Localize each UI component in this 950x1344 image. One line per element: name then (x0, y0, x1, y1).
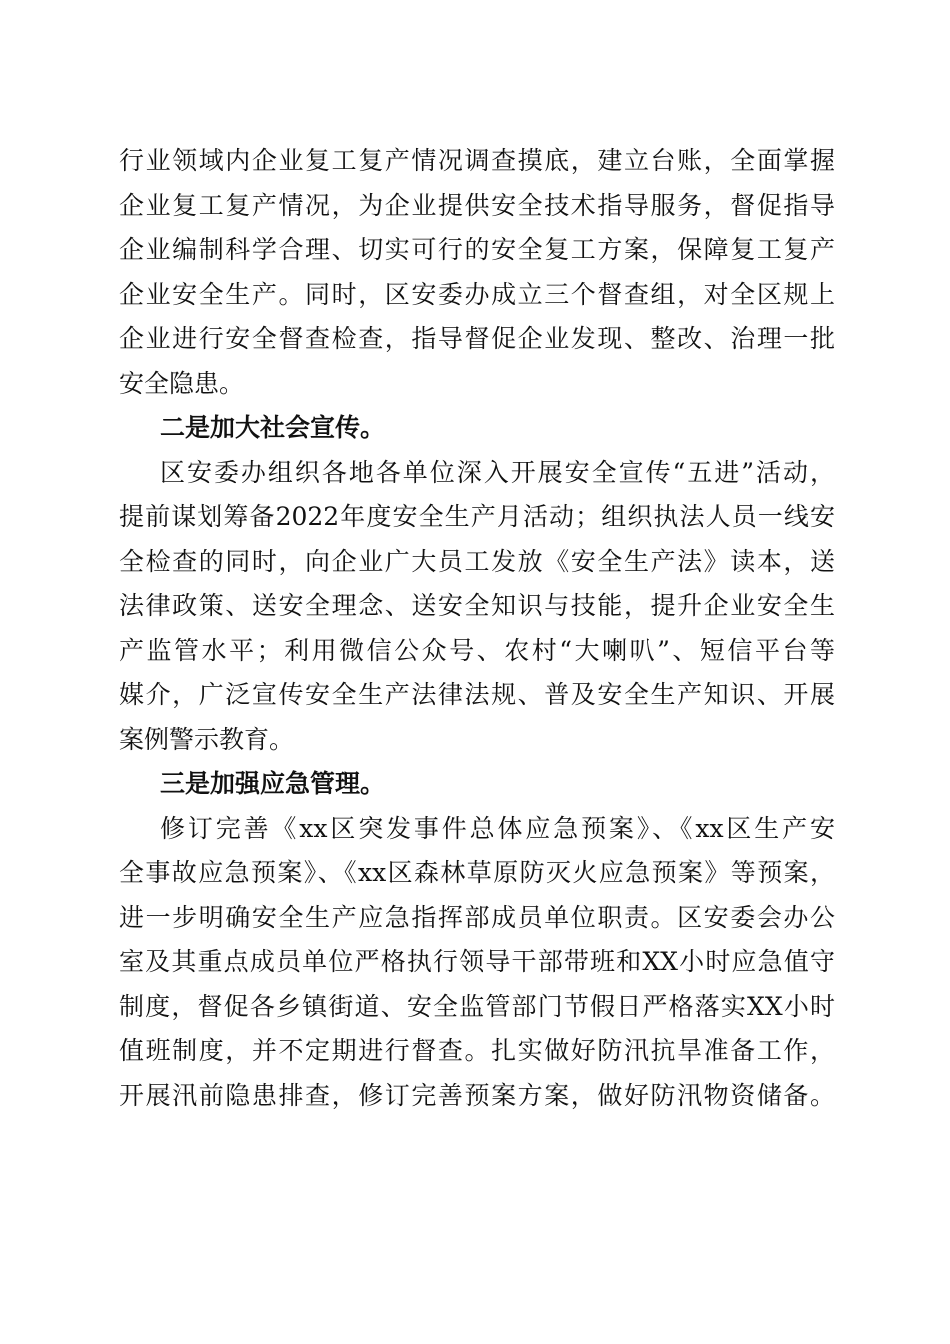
paragraph-3-line: 室及其重点成员单位严格执行领导干部带班和XX小时应急值守 (119, 947, 835, 976)
paragraph-2-line: 法律政策、送安全理念、送安全知识与技能，提升企业安全生 (119, 591, 835, 620)
paragraph-1-line: 企业进行安全督查检查，指导督促企业发现、整改、治理一批 (119, 324, 835, 353)
paragraph-2-line: 提前谋划筹备2022年度安全生产月活动；组织执法人员一线安 (119, 502, 835, 531)
paragraph-3-line: 全事故应急预案》、《xx区森林草原防灭火应急预案》等预案， (119, 858, 835, 887)
paragraph-1-line: 企业安全生产。同时，区安委办成立三个督查组，对全区规上 (119, 279, 835, 309)
paragraph-2-line: 产监管水平；利用微信公众号、农村“大喇叭”、短信平台等 (119, 635, 835, 665)
paragraph-3-line: 进一步明确安全生产应急指挥部成员单位职责。区安委会办公 (119, 902, 835, 932)
paragraph-2-line: 区安委办组织各地各单位深入开展安全宣传“五进”活动， (160, 457, 835, 487)
paragraph-2-line: 全检查的同时，向企业广大员工发放《安全生产法》读本，送 (119, 546, 835, 576)
paragraph-3-line: 值班制度，并不定期进行督查。扎实做好防汛抗旱准备工作， (119, 1036, 835, 1065)
paragraph-3-line: 修订完善《xx区突发事件总体应急预案》、《xx区生产安 (160, 813, 835, 843)
paragraph-2-line: 媒介，广泛宣传安全生产法律法规、普及安全生产知识、开展 (119, 680, 835, 709)
paragraph-3-line: 开展汛前隐患排查，修订完善预案方案，做好防汛物资储备。 (119, 1080, 835, 1110)
section-heading-3: 三是加强应急管理。 (160, 769, 386, 798)
paragraph-1-line: 安全隐患。 (119, 368, 245, 398)
paragraph-1-line: 行业领域内企业复工复产情况调查摸底，建立台账，全面掌握 (119, 146, 835, 175)
section-heading-2: 二是加大社会宣传。 (160, 413, 386, 442)
paragraph-1-line: 企业复工复产情况，为企业提供安全技术指导服务，督促指导 (119, 190, 835, 220)
paragraph-2-line: 案例警示教育。 (119, 724, 295, 754)
paragraph-1-line: 企业编制科学合理、切实可行的安全复工方案，保障复工复产 (119, 235, 835, 264)
paragraph-1 (119, 139, 835, 1118)
paragraph-3-line: 制度，督促各乡镇街道、安全监管部门节假日严格落实XX小时 (119, 991, 835, 1021)
